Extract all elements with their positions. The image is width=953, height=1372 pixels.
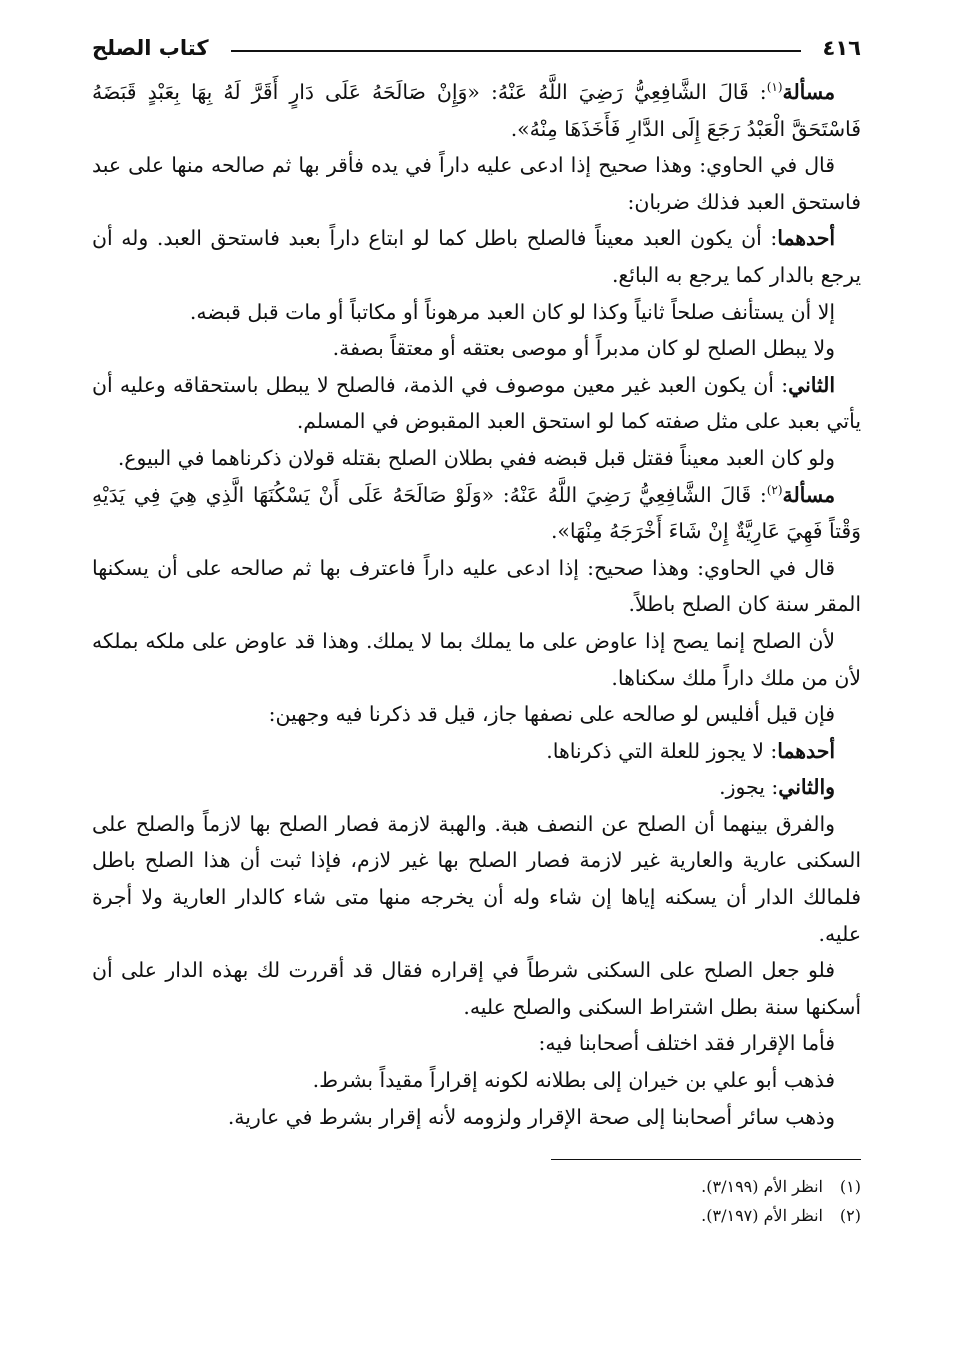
paragraph-text: : قَالَ الشَّافِعِيُّ رَضِيَ اللَّهُ عَنْهُ: «وَلَوْ صَالَحَهُ عَلَى أَنْ يَسْكُنَهَا الَّذِي هِيَ فِي يَدَيْهِ وَقْتاً فَهِيَ عَارِيَّةٌ إِنْ شَاءَ أَخْرَجَهُ مِنْهَا». — [92, 482, 861, 544]
paragraph-label: أحدهما — [777, 226, 835, 251]
footnote-separator — [551, 1159, 861, 1160]
paragraph-text: فإن قيل أفليس لو صالحه على نصفها جاز، قيل قد ذكرنا فيه وجهين: — [268, 702, 835, 727]
paragraph-text: ولو كان العبد معيناً فقتل قبل قبضه ففي بطلان الصلح بقتله قولان ذكرناهما في البيوع. — [117, 445, 835, 470]
paragraph — [92, 220, 861, 293]
paragraph-label: الثاني — [788, 372, 835, 397]
footnote-number: (١) — [839, 1177, 861, 1197]
paragraph-text: فأما الإقرار فقد اختلف أصحابنا فيه: — [538, 1031, 835, 1056]
footnote-number: (٢) — [839, 1206, 861, 1226]
paragraph — [92, 330, 861, 367]
paragraph — [92, 1099, 861, 1136]
paragraph-text: فلو جعل الصلح على السكنى شرطاً في إقراره فقال قد أقررت لك بهذه الدار على أن أسكنها سنة بطل اشتراط السكنى والصلح عليه. — [92, 958, 861, 1019]
paragraph — [92, 623, 861, 696]
paragraph — [92, 440, 861, 477]
paragraph-text: : أن يكون العبد معيناً فالصلح باطل كما لو ابتاع داراً بعبد فاستحق العبد. وله أن يرجع بالدار كما يرجع به البائع. — [92, 226, 861, 287]
paragraph-text: : يجوز. — [719, 775, 779, 800]
footnote — [92, 1172, 861, 1201]
paragraph-text: وذهب سائر أصحابنا إلى صحة الإقرار ولزومه لأنه إقرار بشرط في عارية. — [227, 1104, 835, 1129]
footnote-ref: (٢) — [766, 482, 783, 497]
header-rule — [231, 50, 801, 52]
paragraph-text: والفرق بينهما أن الصلح عن النصف هبة. والهبة لازمة فصار الصلح بها لازماً والصلح على السكنى عارية والعارية غير لازمة فصار الصلح بها غير لازم، فإذا ثبت أن هذا الصلح باطل فلمالك الدار أن يسكنه إياها إن شاء وله أن يخرجه منها متى شاء كالدار العارية ولا أجرة عليه. — [92, 811, 861, 946]
footnote-text: انظر الأم (٣/١٩٩). — [701, 1177, 823, 1197]
paragraph — [92, 952, 861, 1025]
paragraph — [92, 294, 861, 331]
paragraph-label: مسألة — [782, 80, 835, 104]
masala-paragraph — [92, 477, 861, 550]
paragraph-text: : قَالَ الشَّافِعِيُّ رَضِيَ اللَّهُ عَنْهُ: «وَإِنْ صَالَحَهُ عَلَى دَارٍ أَقَرَّ لَهُ بِهَا بِعَبْدٍ قَبَضَهُ فَاسْتَحَقَّ الْعَبْدُ رَجَعَ إِلَى الدَّارِ فَأَخَذَهَا مِنْهُ». — [92, 80, 861, 141]
footnotes — [92, 1172, 861, 1230]
paragraph — [92, 550, 861, 623]
paragraph-label: مسألة — [782, 482, 835, 507]
paragraph-text: فذهب أبو علي بن خيران إلى بطلانه لكونه إقراراً مقيداً بشرط. — [312, 1068, 835, 1093]
paragraph — [92, 733, 861, 770]
footnote-ref: (١) — [766, 80, 783, 95]
paragraph-text: قال في الحاوي: وهذا صحيح إذا ادعى عليه داراً في يده فأقر بها ثم صالحه منها على عبد فاستحق العبد فذلك ضربان: — [92, 153, 861, 214]
paragraph — [92, 1062, 861, 1099]
paragraph — [92, 806, 861, 952]
paragraph-text: : أن يكون العبد غير معين موصوف في الذمة، فالصلح لا يبطل باستحقاقه وعليه أن يأتي بعبد على مثل صفته كما لو استحق العبد المقبوض في المسلم. — [92, 372, 861, 434]
paragraph-text: لأن الصلح إنما يصح إذا عاوض على ما يملك بما لا يملك. وهذا قد عاوض على ملكه بملكه لأن من ملك داراً ملك سكناها. — [92, 628, 861, 690]
paragraph — [92, 367, 861, 440]
paragraph-text: قال في الحاوي: وهذا صحيح: إذا ادعى عليه داراً فاعترف بها ثم صالحه على أن يسكنها المقر سنة كان الصلح باطلاً. — [92, 555, 861, 617]
paragraph-text: : لا يجوز للعلة التي ذكرناها. — [546, 738, 778, 763]
footnote-text: انظر الأم (٣/١٩٧). — [701, 1206, 823, 1226]
paragraph — [92, 769, 861, 806]
page-header — [92, 28, 861, 68]
paragraph — [92, 147, 861, 220]
main-text — [92, 74, 861, 1135]
paragraph-label: والثاني — [778, 775, 835, 800]
masala-paragraph — [92, 74, 861, 147]
paragraph — [92, 1025, 861, 1062]
paragraph-text: إلا أن يستأنف صلحاً ثانياً وكذا لو كان العبد مرهوناً أو مكاتباً أو مات قبل قبضه. — [189, 299, 835, 324]
footnote — [92, 1201, 861, 1230]
paragraph-label: أحدهما — [777, 738, 835, 763]
paragraph — [92, 696, 861, 733]
paragraph-text: ولا يبطل الصلح لو كان مدبراً أو موصى بعتقه أو معتقاً بصفة. — [332, 336, 835, 361]
page-number: ٤١٦ — [822, 36, 861, 60]
running-title: كتاب الصلح — [92, 36, 209, 60]
